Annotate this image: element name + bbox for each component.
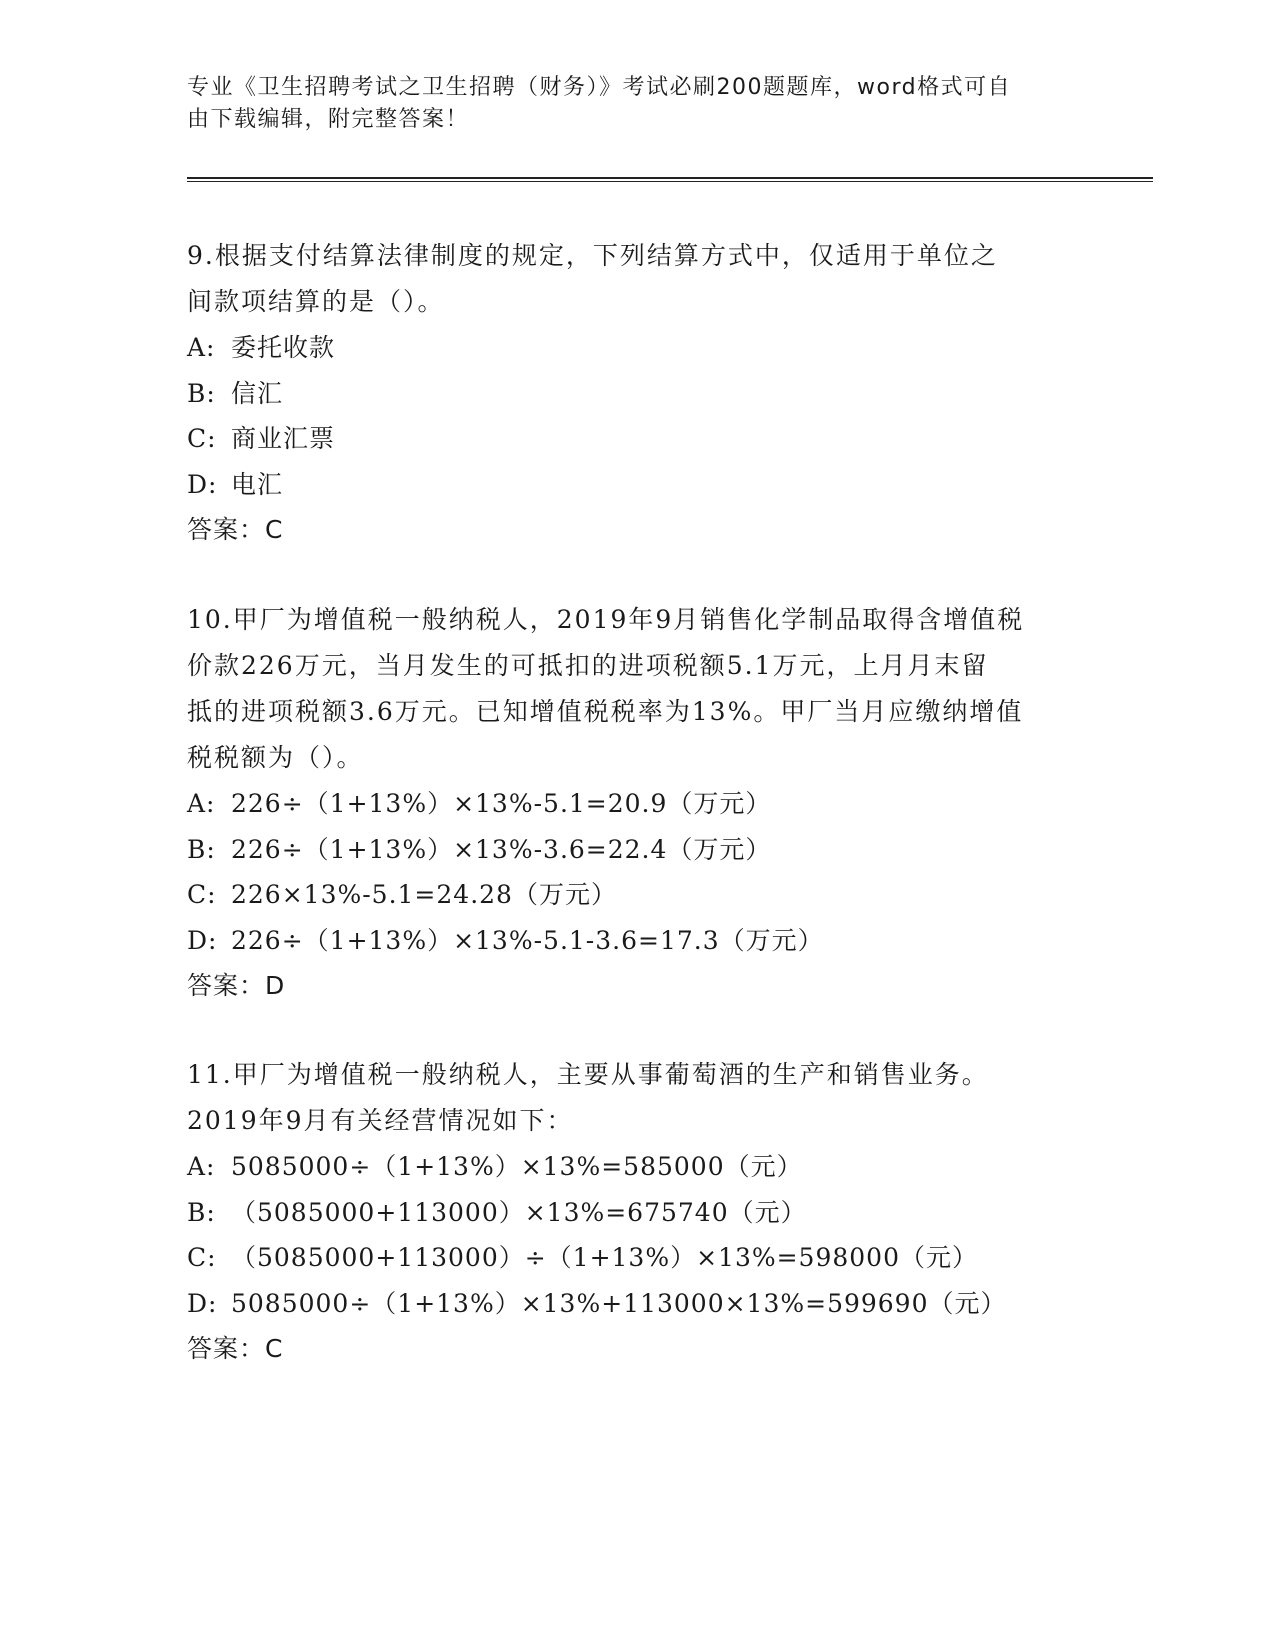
- option-letter: B:: [187, 378, 216, 408]
- option-c: [187, 872, 1087, 918]
- question-11: [187, 1052, 1087, 1372]
- option-text: 电汇: [231, 469, 284, 499]
- option-letter: D:: [187, 1288, 218, 1318]
- option-c: [187, 416, 1087, 462]
- option-text: 信汇: [231, 378, 284, 408]
- option-letter: C:: [187, 424, 217, 453]
- option-text: 226÷（1+13%）×13%-5.1-3.6=17.3（万元）: [231, 925, 824, 955]
- answer-line: 答案：C: [187, 1334, 284, 1363]
- option-letter: C:: [187, 1243, 217, 1272]
- option-c: [187, 1235, 1087, 1281]
- option-letter: A:: [187, 333, 216, 362]
- option-letter: A:: [187, 1152, 216, 1181]
- header-line-2: 由下载编辑，附完整答案！: [187, 107, 470, 132]
- question-stem-line: 间款项结算的是（）。: [187, 287, 445, 316]
- option-text: 委托收款: [231, 333, 336, 362]
- question-10: [187, 597, 1087, 1009]
- option-letter: D:: [187, 925, 218, 955]
- option-letter: A:: [187, 789, 216, 818]
- option-text: 226×13%-5.1=24.28（万元）: [231, 880, 617, 909]
- option-b: [187, 1190, 1087, 1236]
- option-text: 226÷（1+13%）×13%-5.1=20.9（万元）: [231, 789, 772, 818]
- option-text: （5085000+113000）×13%=675740（元）: [231, 1197, 807, 1227]
- question-stem-line: 9.根据支付结算法律制度的规定，下列结算方式中，仅适用于单位之: [187, 241, 998, 270]
- option-letter: D:: [187, 469, 218, 499]
- option-text: 商业汇票: [231, 424, 336, 453]
- document-header: [187, 72, 1067, 136]
- header-divider: [187, 177, 1153, 182]
- option-d: [187, 1281, 1087, 1327]
- option-b: [187, 371, 1087, 417]
- option-b: [187, 827, 1087, 873]
- option-text: 5085000÷（1+13%）×13%=585000（元）: [231, 1152, 803, 1181]
- option-a: [187, 1144, 1087, 1190]
- question-9: [187, 233, 1087, 553]
- question-stem-line: 抵的进项税额3.6万元。已知增值税税率为13%。甲厂当月应缴纳增值: [187, 697, 1024, 726]
- answer-line: 答案：D: [187, 971, 286, 1000]
- option-letter: C:: [187, 880, 217, 909]
- option-text: 226÷（1+13%）×13%-3.6=22.4（万元）: [231, 834, 772, 864]
- option-letter: B:: [187, 1197, 216, 1227]
- question-stem-line: 2019年9月有关经营情况如下：: [187, 1106, 574, 1135]
- header-line-1: 专业《卫生招聘考试之卫生招聘（财务）》考试必刷200题题库，word格式可自: [187, 75, 1012, 100]
- option-text: 5085000÷（1+13%）×13%+113000×13%=599690（元）: [231, 1288, 1007, 1318]
- question-stem-line: 10.甲厂为增值税一般纳税人，2019年9月销售化学制品取得含增值税: [187, 605, 1025, 634]
- answer-line: 答案：C: [187, 515, 284, 544]
- option-a: [187, 781, 1087, 827]
- question-stem-line: 11.甲厂为增值税一般纳税人，主要从事葡萄酒的生产和销售业务。: [187, 1060, 989, 1089]
- option-d: [187, 462, 1087, 508]
- option-text: （5085000+113000）÷（1+13%）×13%=598000（元）: [231, 1243, 978, 1272]
- option-a: [187, 325, 1087, 371]
- question-stem-line: 价款226万元，当月发生的可抵扣的进项税额5.1万元，上月月末留: [187, 651, 989, 680]
- question-stem-line: 税税额为（）。: [187, 743, 364, 772]
- option-d: [187, 918, 1087, 964]
- option-letter: B:: [187, 834, 216, 864]
